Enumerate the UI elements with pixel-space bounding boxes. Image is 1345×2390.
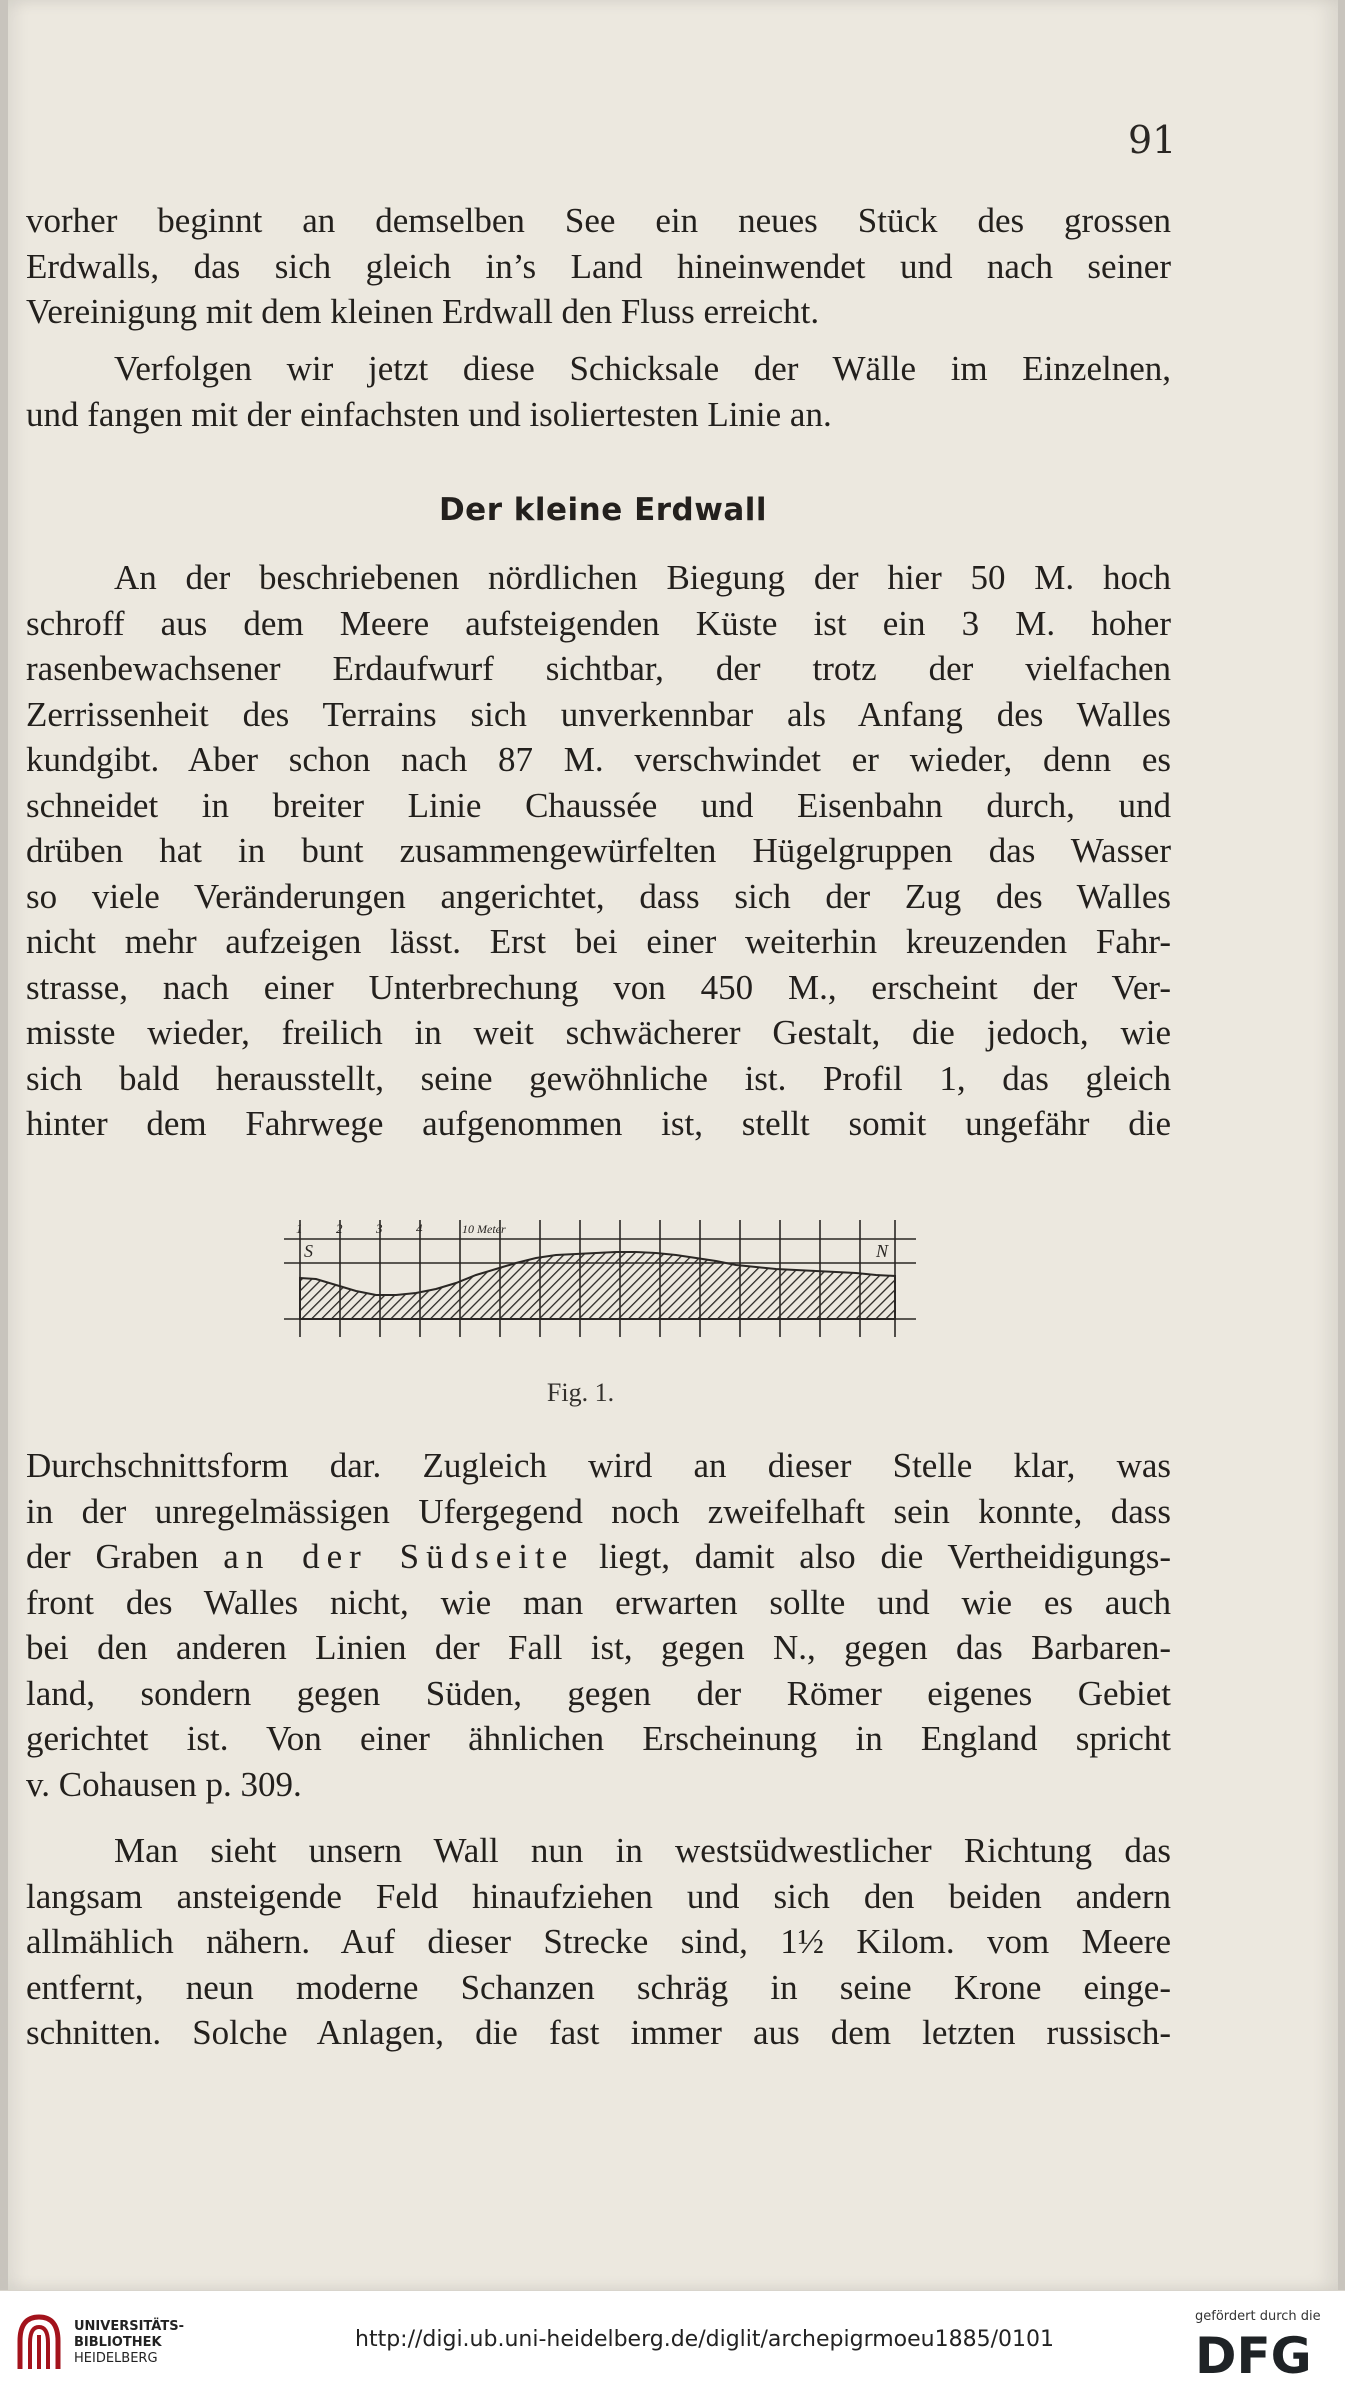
page-number: 91 <box>1128 118 1177 162</box>
figure-caption: Fig. 1. <box>546 1378 615 1407</box>
text-line: front des Walles nicht, wie man erwarten sollte und wie es auch <box>26 1582 1171 1622</box>
text-line: Zerrissenheit des Terrains sich unverkennbar als Anfang des Walles <box>26 694 1171 734</box>
text-line: An der beschriebenen nördlichen Biegung der hier 50 M. hoch <box>114 558 1171 597</box>
library-name <box>74 2319 184 2367</box>
text-line: in der unregelmässigen Ufergegend noch zweifelhaft sein konnte, dass <box>26 1491 1171 1531</box>
scanned-page <box>8 0 1338 2290</box>
text-line: Man sieht unsern Wall nun in westsüdwestlicher Richtung das <box>114 1831 1171 1870</box>
scale-label: 4 <box>416 1221 423 1236</box>
text-line: v. Cohausen p. 309. <box>26 1764 302 1804</box>
text-line <box>26 1534 1171 1580</box>
scale-label: 10 Meter <box>462 1222 506 1236</box>
text-line: misste wieder, freilich in weit schwächerer Gestalt, die jedoch, wie <box>26 1013 1171 1052</box>
scale-label: 2 <box>336 1221 343 1236</box>
text-line: vorher beginnt an demselben See ein neues Stück des grossen <box>26 201 1171 240</box>
text-line: Erdwalls, das sich gleich in’s Land hineinwendet und nach seiner <box>26 246 1171 286</box>
text-line: schroff aus dem Meere aufsteigenden Küste ist ein 3 M. hoher <box>26 603 1171 643</box>
dfg-logo-text: DFG <box>1195 2329 1312 2379</box>
library-name-line: HEIDELBERG <box>74 2351 158 2366</box>
text-line: hinter dem Fahrwege aufgenommen ist, stellt somit ungefähr die <box>26 1104 1171 1143</box>
dfg-logo-icon <box>1195 2329 1325 2379</box>
text-line: und fangen mit der einfachsten und isoliertesten Linie an. <box>26 394 832 434</box>
emphasized-text: an der Südseite <box>223 1537 575 1576</box>
text-line: langsam ansteigende Feld hinaufziehen und sich den beiden andern <box>26 1876 1171 1916</box>
text-line: allmählich nähern. Auf dieser Strecke sind, 1½ Kilom. vom Meere <box>26 1922 1171 1961</box>
text-line: sich bald herausstellt, seine gewöhnliche ist. Profil 1, das gleich <box>26 1058 1171 1098</box>
south-label: S <box>304 1241 313 1261</box>
text-line: kundgibt. Aber schon nach 87 M. verschwindet er wieder, denn es <box>26 740 1171 779</box>
university-library-logo-icon <box>14 2311 64 2373</box>
paragraph-4 <box>26 1443 1171 1807</box>
text-line: nicht mehr aufzeigen lässt. Erst bei einer weiterhin kreuzenden Fahr- <box>26 922 1171 961</box>
text-line: strasse, nach einer Unterbrechung von 450 M., erscheint der Ver- <box>26 967 1171 1007</box>
wall-profile-figure <box>276 1215 926 1340</box>
text-line: schnitten. Solche Anlagen, die fast immer aus dem letzten russisch- <box>26 2013 1171 2052</box>
footer-bar <box>0 2290 1345 2390</box>
text-run: der Graben <box>26 1537 224 1576</box>
text-line: so viele Veränderungen angerichtet, dass sich der Zug des Walles <box>26 876 1171 916</box>
ground-profile <box>300 1252 895 1319</box>
text-line: rasenbewachsener Erdaufwurf sichtbar, der trotz der vielfachen <box>26 649 1171 688</box>
text-line: entfernt, neun moderne Schanzen schräg in seine Krone einge- <box>26 1967 1171 2007</box>
scale-label: 3 <box>376 1221 383 1236</box>
text-line: bei den anderen Linien der Fall ist, gegen N., gegen das Barbaren- <box>26 1628 1171 1667</box>
north-label: N <box>876 1241 889 1261</box>
sponsor-label: gefördert durch die <box>1195 2309 1321 2324</box>
text-line: Vereinigung mit dem kleinen Erdwall den Fluss erreicht. <box>26 292 820 331</box>
library-name-line: BIBLIOTHEK <box>74 2335 162 2350</box>
library-name-line: UNIVERSITÄTS- <box>74 2319 184 2334</box>
text-run: liegt, damit also die Vertheidigungs- <box>574 1537 1171 1576</box>
text-line: gerichtet ist. Von einer ähnlichen Erscheinung in England spricht <box>26 1719 1171 1758</box>
paragraph-3 <box>26 555 1171 1147</box>
text-line: Durchschnittsform dar. Zugleich wird an dieser Stelle klar, was <box>26 1446 1171 1485</box>
text-line: drüben hat in bunt zusammengewürfelten Hügelgruppen das Wasser <box>26 831 1171 870</box>
section-heading: Der kleine Erdwall <box>438 492 768 528</box>
paragraph-1 <box>26 198 1171 335</box>
text-line: Verfolgen wir jetzt diese Schicksale der Wälle im Einzelnen, <box>114 349 1171 388</box>
scale-label: 1 <box>296 1221 303 1236</box>
paragraph-2 <box>26 346 1171 437</box>
permalink-url[interactable]: http://digi.ub.uni-heidelberg.de/diglit/archepigrmoeu1885/0101 <box>355 2327 1054 2352</box>
text-line: schneidet in breiter Linie Chaussée und Eisenbahn durch, und <box>26 785 1171 825</box>
text-line: land, sondern gegen Süden, gegen der Römer eigenes Gebiet <box>26 1673 1171 1713</box>
paragraph-5 <box>26 1828 1171 2056</box>
